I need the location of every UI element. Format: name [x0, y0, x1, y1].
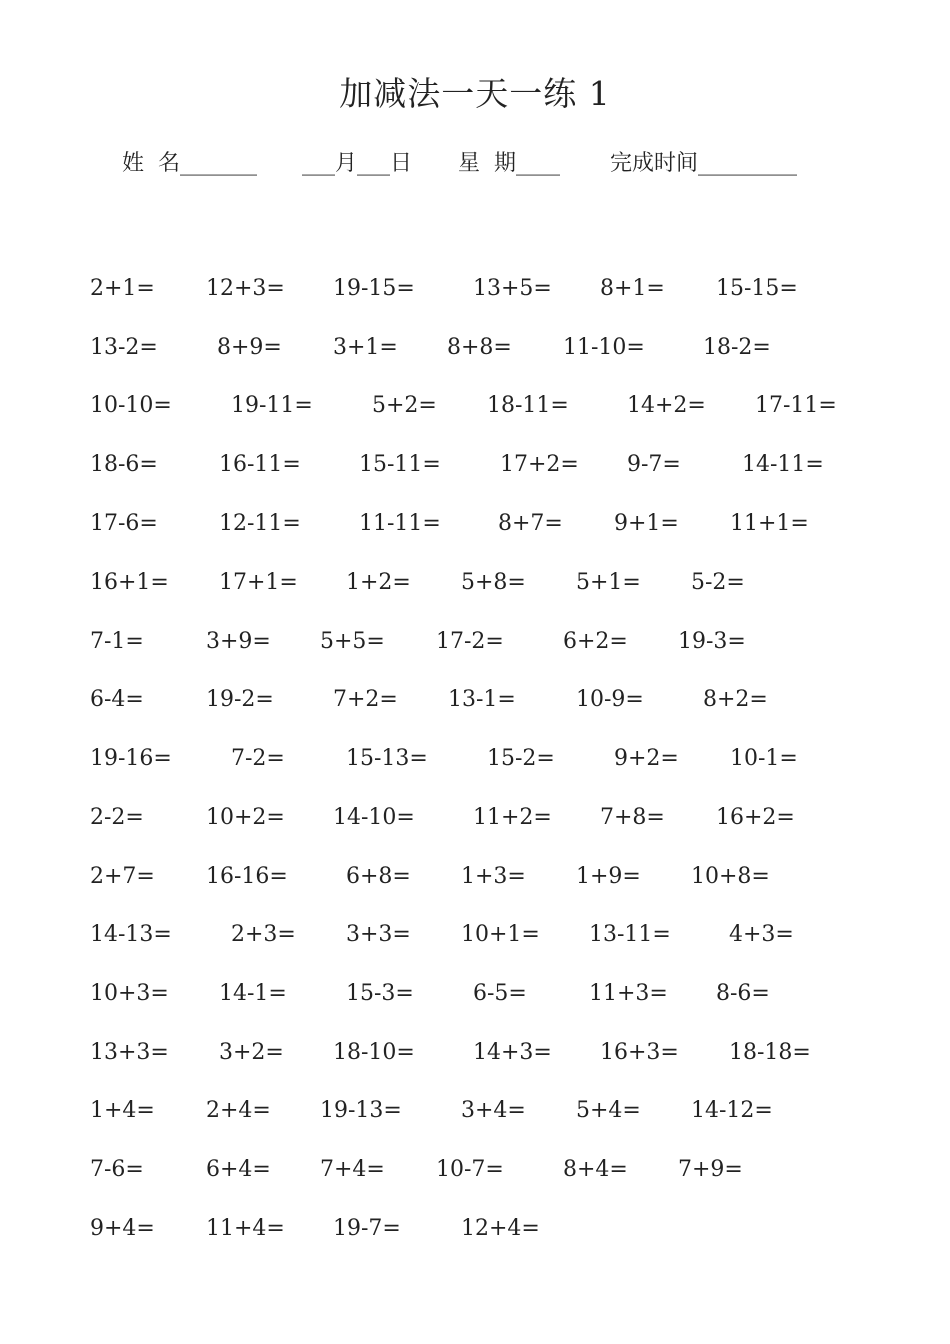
problem-item: 12+3=	[206, 276, 285, 301]
problem-item: 14-11=	[742, 452, 824, 477]
problem-item: 15-11=	[359, 452, 441, 477]
problem-item: 8+1=	[600, 276, 665, 301]
problem-item: 19-7=	[333, 1216, 401, 1241]
date-field[interactable]: ___月___日	[302, 151, 413, 176]
problem-item: 15-3=	[346, 981, 414, 1006]
problem-item: 19-2=	[206, 687, 274, 712]
time-field[interactable]: 完成时间_________	[610, 151, 798, 176]
problem-item: 13-2=	[90, 335, 158, 360]
problem-item: 1+9=	[576, 864, 641, 889]
problem-item: 17-6=	[90, 511, 158, 536]
problem-item: 11-11=	[359, 511, 441, 536]
problem-item: 13+5=	[473, 276, 552, 301]
problem-item: 8-6=	[716, 981, 770, 1006]
problem-item: 8+4=	[563, 1157, 628, 1182]
problem-item: 5+8=	[461, 570, 526, 595]
problem-item: 16-11=	[219, 452, 301, 477]
problem-item: 16+3=	[600, 1040, 679, 1065]
problem-item: 10+1=	[461, 922, 540, 947]
problem-item: 13-1=	[448, 687, 516, 712]
problem-item: 17+2=	[500, 452, 579, 477]
problem-item: 18-10=	[333, 1040, 415, 1065]
problem-item: 2+1=	[90, 276, 155, 301]
problem-item: 10-10=	[90, 393, 172, 418]
problem-item: 7+9=	[678, 1157, 743, 1182]
problem-item: 1+4=	[90, 1098, 155, 1123]
problem-item: 18-11=	[487, 393, 569, 418]
problem-item: 10+2=	[206, 805, 285, 830]
problem-item: 15-2=	[487, 746, 555, 771]
problem-item: 13-11=	[589, 922, 671, 947]
problem-item: 14-1=	[219, 981, 287, 1006]
problem-item: 10+8=	[691, 864, 770, 889]
problem-item: 17-11=	[755, 393, 837, 418]
problem-item: 10+3=	[90, 981, 169, 1006]
problem-item: 17-2=	[436, 629, 504, 654]
problem-item: 16+2=	[716, 805, 795, 830]
problem-item: 17+1=	[219, 570, 298, 595]
page-title: 加减法一天一练 1	[339, 74, 611, 113]
problem-item: 2-2=	[90, 805, 144, 830]
problem-item: 19-13=	[320, 1098, 402, 1123]
problem-item: 5-2=	[691, 570, 745, 595]
problem-item: 9-7=	[627, 452, 681, 477]
problem-item: 16-16=	[206, 864, 288, 889]
problem-item: 6+4=	[206, 1157, 271, 1182]
problem-item: 16+1=	[90, 570, 169, 595]
problem-item: 1+2=	[346, 570, 411, 595]
problem-item: 2+4=	[206, 1098, 271, 1123]
problem-item: 3+9=	[206, 629, 271, 654]
problem-item: 14-12=	[691, 1098, 773, 1123]
problem-item: 5+5=	[320, 629, 385, 654]
problem-item: 11-10=	[563, 335, 645, 360]
problem-item: 15-15=	[716, 276, 798, 301]
problem-item: 7-2=	[231, 746, 285, 771]
problem-item: 1+3=	[461, 864, 526, 889]
problem-item: 14+3=	[473, 1040, 552, 1065]
problem-item: 18-18=	[729, 1040, 811, 1065]
problem-item: 13+3=	[90, 1040, 169, 1065]
problem-item: 14-13=	[90, 922, 172, 947]
problem-item: 14-10=	[333, 805, 415, 830]
problem-item: 6-4=	[90, 687, 144, 712]
problem-item: 18-6=	[90, 452, 158, 477]
problem-item: 8+8=	[447, 335, 512, 360]
problem-item: 15-13=	[346, 746, 428, 771]
problem-item: 5+1=	[576, 570, 641, 595]
problem-item: 14+2=	[627, 393, 706, 418]
problem-item: 3+2=	[219, 1040, 284, 1065]
problem-item: 8+2=	[703, 687, 768, 712]
problem-item: 3+3=	[346, 922, 411, 947]
problem-item: 6+2=	[563, 629, 628, 654]
problem-item: 6-5=	[473, 981, 527, 1006]
problem-item: 6+8=	[346, 864, 411, 889]
problem-item: 5+2=	[372, 393, 437, 418]
problem-item: 3+1=	[333, 335, 398, 360]
problem-item: 19-16=	[90, 746, 172, 771]
problem-item: 9+1=	[614, 511, 679, 536]
problem-item: 19-11=	[231, 393, 313, 418]
problem-item: 11+4=	[206, 1216, 285, 1241]
problem-item: 10-9=	[576, 687, 644, 712]
problem-item: 7+2=	[333, 687, 398, 712]
problem-item: 9+4=	[90, 1216, 155, 1241]
problem-item: 9+2=	[614, 746, 679, 771]
problem-item: 7-6=	[90, 1157, 144, 1182]
problem-item: 11+3=	[589, 981, 668, 1006]
problem-item: 19-15=	[333, 276, 415, 301]
problem-item: 18-2=	[703, 335, 771, 360]
problem-item: 7-1=	[90, 629, 144, 654]
problem-item: 8+7=	[498, 511, 563, 536]
problem-item: 19-3=	[678, 629, 746, 654]
problem-item: 7+8=	[600, 805, 665, 830]
problem-item: 10-1=	[730, 746, 798, 771]
weekday-field[interactable]: 星 期____	[458, 151, 560, 176]
problem-item: 12-11=	[219, 511, 301, 536]
problem-item: 11+1=	[730, 511, 809, 536]
problem-item: 12+4=	[461, 1216, 540, 1241]
problem-item: 10-7=	[436, 1157, 504, 1182]
problem-item: 7+4=	[320, 1157, 385, 1182]
problem-item: 2+7=	[90, 864, 155, 889]
problem-item: 4+3=	[729, 922, 794, 947]
problem-item: 3+4=	[461, 1098, 526, 1123]
problem-item: 8+9=	[217, 335, 282, 360]
name-field[interactable]: 姓 名_______	[122, 151, 257, 176]
problem-item: 11+2=	[473, 805, 552, 830]
problem-item: 2+3=	[231, 922, 296, 947]
problem-item: 5+4=	[576, 1098, 641, 1123]
